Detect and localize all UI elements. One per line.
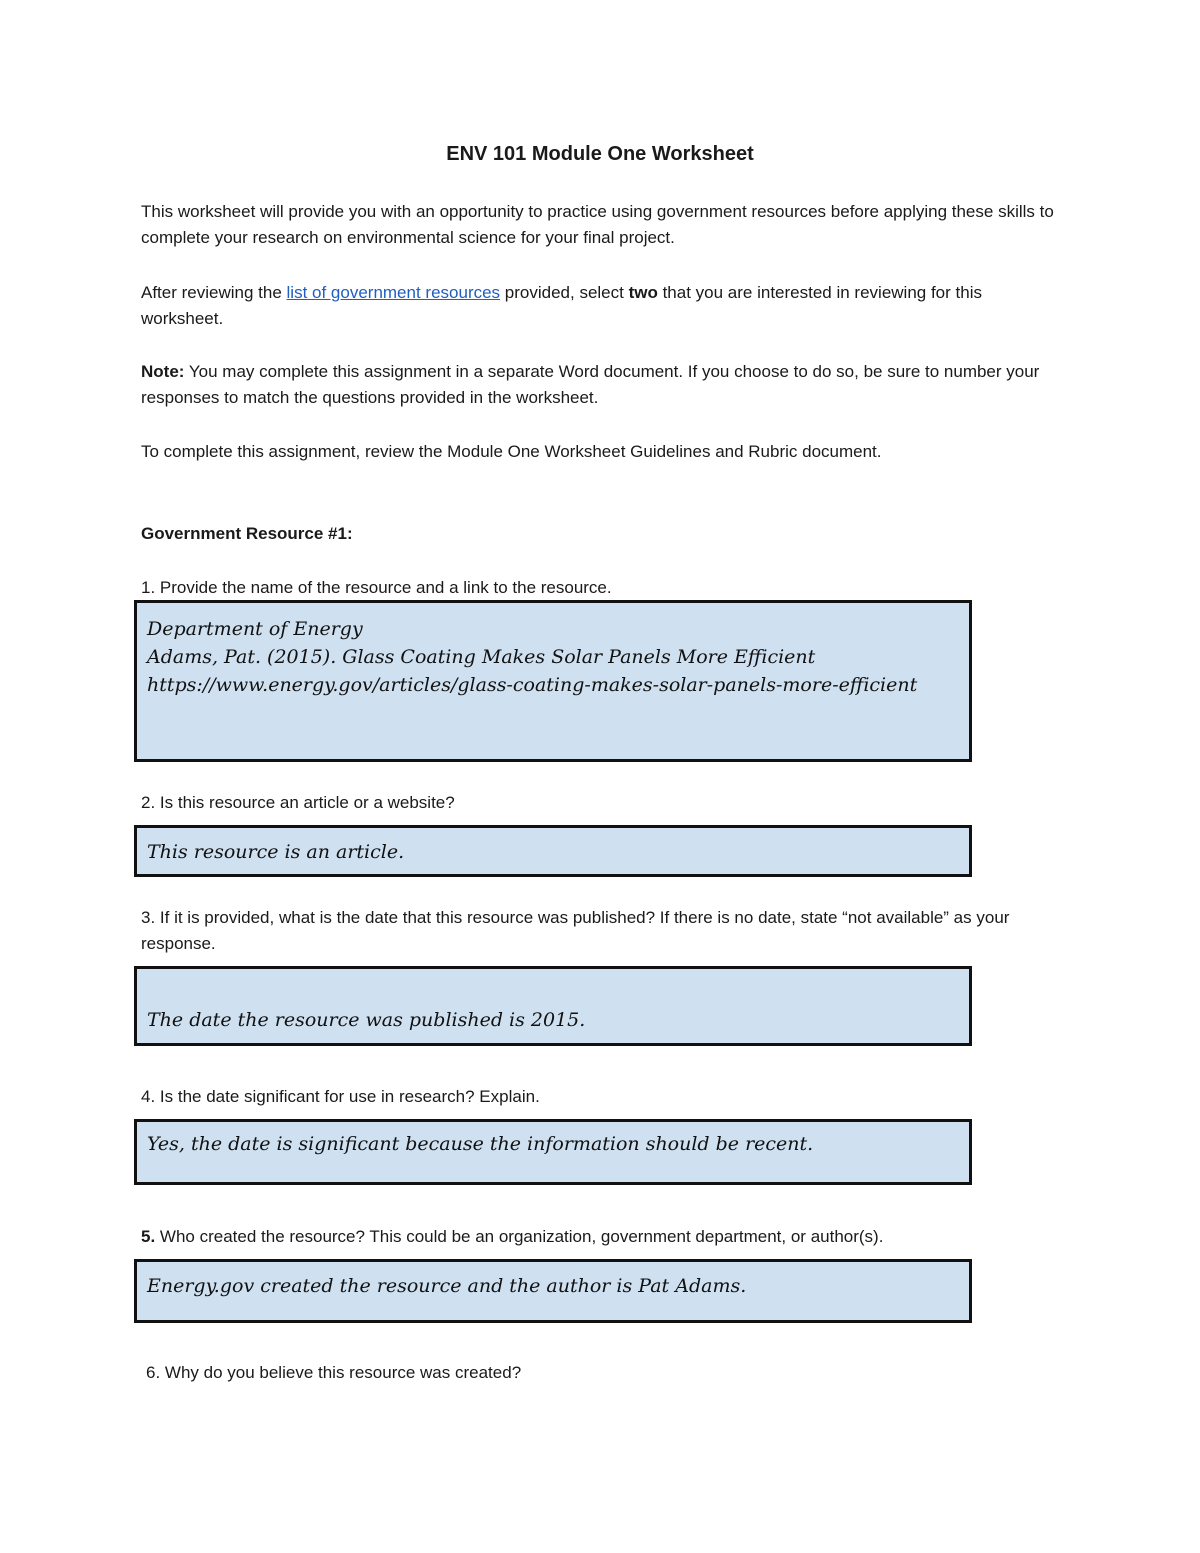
question-text: Why do you believe this resource was created?: [160, 1363, 522, 1382]
section-heading: Government Resource #1:: [141, 524, 353, 543]
answer-line: The date the resource was published is 2015.: [147, 1009, 586, 1031]
question-number: 5.: [141, 1227, 156, 1246]
question-text: Is the date significant for use in research? Explain.: [155, 1087, 540, 1106]
answer-line: This resource is an article.: [147, 841, 405, 863]
answer-line: https://www.energy.gov/articles/glass-coating-makes-solar-panels-more-efficient: [147, 674, 918, 696]
intro-p2-bold: two: [628, 283, 658, 302]
intro-paragraph-3: [141, 359, 1061, 411]
note-text: You may complete this assignment in a separate Word document. If you choose to do so, be sure to number your responses to match the questions provided in the worksheet.: [141, 362, 1040, 407]
answer-box-1[interactable]: [134, 600, 972, 762]
intro-paragraph-1: This worksheet will provide you with an opportunity to practice using government resources before applying these skills to complete your research on environmental science for your final project.: [141, 202, 1054, 247]
question-number: 1.: [141, 578, 156, 597]
question-text: Who created the resource? This could be an organization, government department, or author(s).: [155, 1227, 884, 1246]
question-4: [141, 1084, 1041, 1110]
intro-paragraph-2: [141, 280, 1061, 332]
question-text: Provide the name of the resource and a link to the resource.: [155, 578, 612, 597]
answer-box-3[interactable]: [134, 966, 972, 1046]
answer-line: Adams, Pat. (2015). Glass Coating Makes Solar Panels More Efficient: [147, 646, 816, 668]
question-1: [141, 575, 1041, 601]
government-resources-link[interactable]: list of government resources: [286, 283, 501, 302]
page-title: ENV 101 Module One Worksheet: [446, 143, 754, 165]
answer-box-2[interactable]: [134, 825, 972, 877]
question-2: [141, 790, 1041, 816]
answer-box-4[interactable]: [134, 1119, 972, 1185]
answer-line: Yes, the date is significant because the information should be recent.: [147, 1133, 814, 1155]
answer-line: Energy.gov created the resource and the author is Pat Adams.: [147, 1275, 747, 1297]
intro-p2-after: that you are interested in reviewing for this worksheet.: [141, 283, 982, 328]
answer-line: Department of Energy: [147, 618, 363, 640]
intro-p2-mid: provided, select: [500, 283, 629, 302]
question-number: 6.: [146, 1363, 161, 1382]
answer-box-5[interactable]: [134, 1259, 972, 1323]
question-number: 2.: [141, 793, 156, 812]
question-3: [141, 905, 1041, 957]
note-label: Note:: [141, 362, 185, 381]
question-number: 4.: [141, 1087, 156, 1106]
intro-p2-before: After reviewing the: [141, 283, 287, 302]
question-number: 3.: [141, 908, 156, 927]
question-6: [146, 1360, 1046, 1386]
intro-paragraph-4: To complete this assignment, review the Module One Worksheet Guidelines and Rubric document.: [141, 442, 882, 461]
question-text: Is this resource an article or a website?: [155, 793, 455, 812]
question-text: If it is provided, what is the date that this resource was published? If there is no date, state “not available” as your response.: [141, 908, 1010, 953]
question-5: [141, 1224, 1061, 1250]
